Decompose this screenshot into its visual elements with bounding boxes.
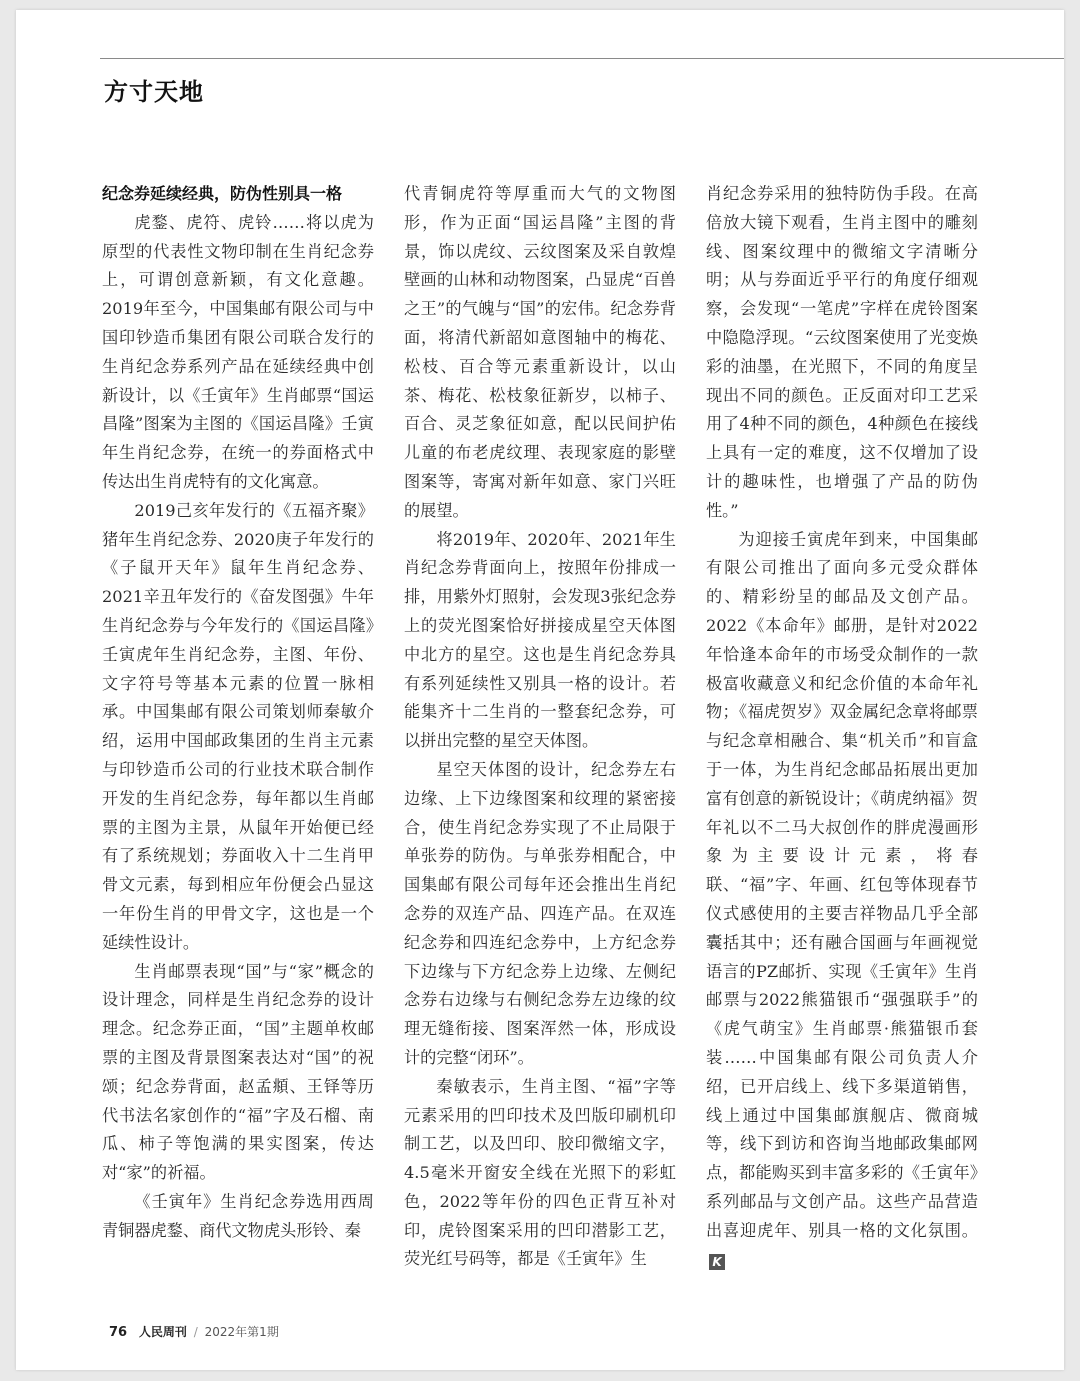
paragraph: 虎鍪、虎符、虎铃……将以虎为原型的代表性文物印制在生肖纪念券上，可谓创意新颖，有文化意趣。2019年至今，中国集邮有限公司与中国印钞造币集团有限公司联合发行的生肖纪念券系列产品在延续经典中创新设计，以《壬寅年》生肖邮票“国运昌隆”图案为主图的《国运昌隆》壬寅年生肖纪念券，在统一的券面格式中传达出生肖虎特有的文化寓意。 [102,212,374,491]
article-heading: 纪念券延续经典，防伪性别具一格 [102,184,343,203]
magazine-name: 人民周刊 [138,1325,187,1339]
end-mark-icon: K [709,1254,725,1270]
paragraph: 2019己亥年发行的《五福齐聚》猪年生肖纪念券、2020庚子年发行的《子鼠开天年》鼠年生肖纪念券、2021辛丑年发行的《奋发图强》牛年生肖纪念券与今年发行的《国运昌隆》壬寅虎年生肖纪念券，主图、年份、文字符号等基本元素的位置一脉相承。中国集邮有限公司策划师秦敏介绍，运用中国邮政集团的生肖主元素与印钞造币公司的行业技术联合制作开发的生肖纪念券，每年都以生肖邮票的主图为主景，从鼠年开始便已经有了系统规划；券面收入十二生肖甲骨文元素，每到相应年份便会凸显这一年份生肖的甲骨文字，这也是一个延续性设计。 [102,500,374,952]
footer-separator: / [193,1325,198,1339]
top-rule [100,58,1064,59]
page-footer [109,1323,279,1340]
paragraph: 秦敏表示，生肖主图、“福”字等元素采用的凹印技术及凹版印刷机印制工艺，以及凹印、胶印微缩文字，4.5毫米开窗安全线在光照下的彩虹色，2022等年份的四色正背互补对印，虎铃图案采用的凹印潜影工艺，荧光红号码等，都是《壬寅年》生 [404,1076,676,1269]
paragraph: 生肖邮票表现“国”与“家”概念的设计理念，同样是生肖纪念券的设计理念。纪念券正面，“国”主题单枚邮票的主图及背景图案表达对“国”的祝颂；纪念券背面，赵孟頫、王铎等历代书法名家创作的“福”字及石榴、南瓜、柿子等饱满的果实图案，传达对“家”的祈福。 [102,961,374,1183]
paragraph: 将2019年、2020年、2021年生肖纪念券背面向上，按照年份排成一排，用紫外灯照射，会发现3张纪念券上的荧光图案恰好拼接成星空天体图中北方的星空。这也是生肖纪念券具有系列延续性又别具一格的设计。若能集齐十二生肖的一整套纪念券，可以拼出完整的星空天体图。 [404,529,676,751]
magazine-page [16,10,1064,1370]
column-1 [102,180,374,1245]
page-number: 76 [109,1325,128,1340]
paragraph-text: 为迎接壬寅虎年到来，中国集邮有限公司推出了面向多元受众群体的、精彩纷呈的邮品及文创产品。2022《本命年》邮册，是针对2022年恰逢本命年的市场受众制作的一款极富收藏意义和纪念价值的本命年礼物；《福虎贺岁》双金属纪念章将邮票与纪念章相融合、集“机关币”和盲盒于一体，为生肖纪念邮品拓展出更加富有创意的新锐设计；《萌虎纳福》贺年礼以不二马大叔创作的胖虎漫画形象为主要设计元素，将春联、“福”字、年画、红包等体现春节仪式感使用的主要吉祥物品几乎全部囊括其中；还有融合国画与年画视觉语言的PZ邮折、实现《壬寅年》生肖邮票与2022熊猫银币“强强联手”的《虎气萌宝》生肖邮票·熊猫银币套装……中国集邮有限公司负责人介绍，已开启线上、线下多渠道销售，线上通过中国集邮旗舰店、微商城等，线下到访和咨询当地邮政集邮网点，都能购买到丰富多彩的《壬寅年》系列邮品与文创产品。这些产品营造出喜迎虎年、别具一格的文化氛围。 [706,529,978,1240]
paragraph: 代青铜虎符等厚重而大气的文物图形，作为正面“国运昌隆”主图的背景，饰以虎纹、云纹图案及采自敦煌壁画的山林和动物图案，凸显虎“百兽之王”的气魄与“国”的宏伟。纪念券背面，将清代新韶如意图轴中的梅花、松枝、百合等元素重新设计，以山茶、梅花、松枝象征新岁，以柿子、百合、灵芝象征如意，配以民间护佑儿童的布老虎纹理、表现家庭的影壁图案等，寄寓对新年如意、家门兴旺的展望。 [404,184,676,520]
column-3 [706,180,978,1274]
paragraph: 《壬寅年》生肖纪念券选用西周青铜器虎鍪、商代文物虎头形铃、秦 [102,1191,374,1240]
issue-label: 2022年第1期 [204,1325,279,1339]
column-2 [404,180,676,1274]
section-title: 方寸天地 [104,77,204,106]
paragraph-last [706,526,978,1275]
paragraph: 肖纪念券采用的独特防伪手段。在高倍放大镜下观看，生肖主图中的雕刻线、图案纹理中的微缩文字清晰分明；从与券面近乎平行的角度仔细观察，会发现“一笔虎”字样在虎铃图案中隐隐浮现。“云纹图案使用了光变焕彩的油墨，在光照下，不同的角度呈现出不同的颜色。正反面对印工艺采用了4种不同的颜色，4种颜色在接线上具有一定的难度，这不仅增加了设计的趣味性，也增强了产品的防伪性。” [706,184,978,520]
paragraph: 星空天体图的设计，纪念券左右边缘、上下边缘图案和纹理的紧密接合，使生肖纪念券实现了不止局限于单张券的防伪。与单张券相配合，中国集邮有限公司每年还会推出生肖纪念券的双连产品、四连产品。在双连纪念券和四连纪念券中，上方纪念券下边缘与下方纪念券上边缘、左侧纪念券右边缘与右侧纪念券左边缘的纹理无缝衔接、图案浑然一体，形成设计的完整“闭环”。 [404,759,676,1067]
